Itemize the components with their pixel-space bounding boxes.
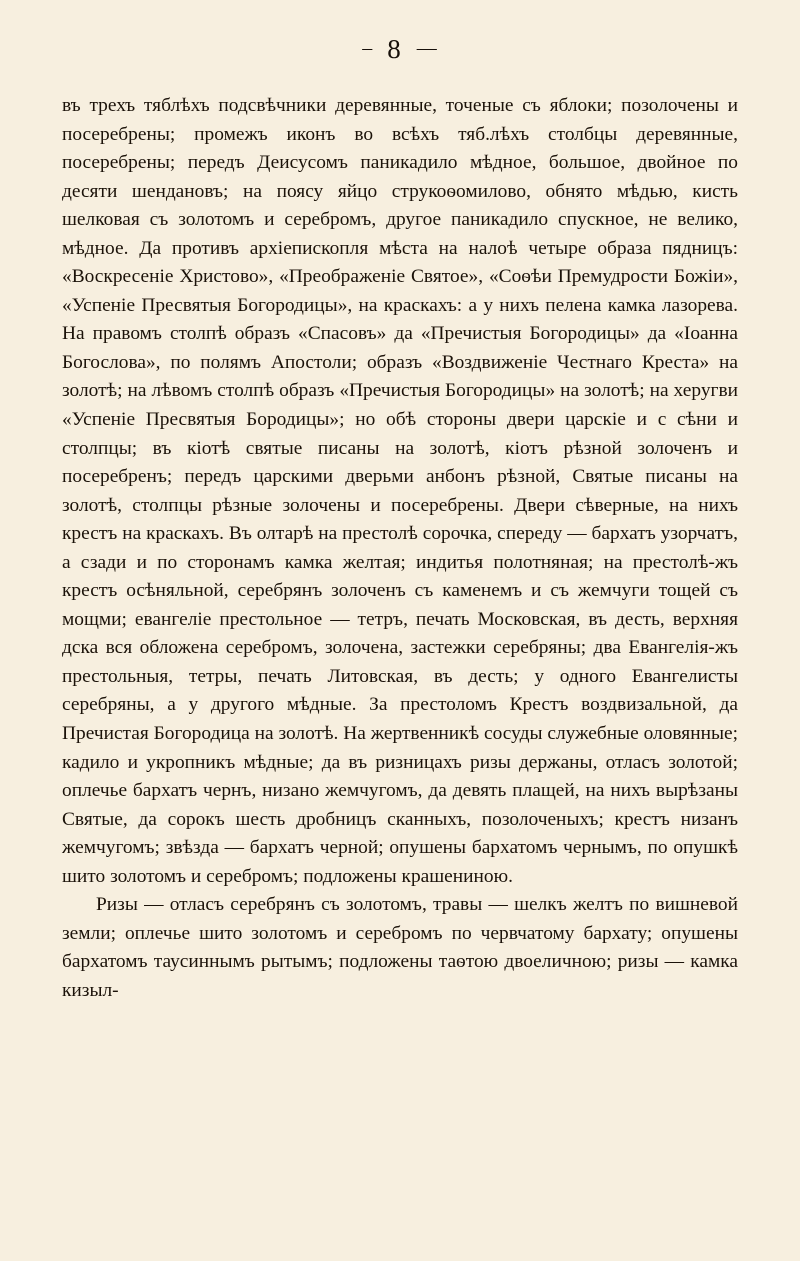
paragraph: Ризы — отласъ серебрянъ съ золотомъ, травы — шелкъ желтъ по вишневой земли; оплечье шито золотомъ и серебромъ по червчатому бархату; опушены бархатомъ таусиннымъ рытымъ; подложены таѳтою двоеличною; ризы — камка кизыл- xyxy=(62,894,738,1001)
page-number: 8 xyxy=(387,34,403,64)
page-header xyxy=(0,34,800,65)
body-text xyxy=(62,92,738,1006)
paragraph: въ трехъ тяблѣхъ подсвѣчники деревянные, точеные съ яблоки; позолочены и посеребрены; промежъ иконъ во всѣхъ тяб.лѣхъ столбцы деревянные, посеребрены; передъ Деисусомъ паникадило мѣдное, большое, двойное по десяти шендановъ; на поясу яйцо струкоѳомилово, обнято мѣдью, кисть шелковая съ золотомъ и серебромъ, другое паникадило спускное, не велико, мѣдное. Да противъ архіепископля мѣста на налоѣ четыре образа пядницъ: «Воскресеніе Христово», «Преображеніе Святое», «Соѳѣи Премудрости Божіи», «Успеніе Пресвятыя Богородицы», на краскахъ: а у нихъ пелена камка лазорева. На правомъ столпѣ образъ «Спасовъ» да «Пречистыя Богородицы» да «Іоанна Богослова», по полямъ Апостоли; образъ «Воздвиженіе Честнаго Креста» на золотѣ; на лѣвомъ столпѣ образъ «Пречистыя Богородицы» на золотѣ; на херугви «Успеніе Пресвятыя Бородицы»; но обѣ стороны двери царскіе и с сѣни и столпцы; въ кіотѣ святые писаны на золотѣ, кіотъ рѣзной золоченъ и посеребренъ; передъ царскими дверьми анбонъ рѣзной, Святые писаны на золотѣ, столпцы рѣзные золочены и посеребрены. Двери сѣверные, на нихъ крестъ на краскахъ. Въ олтарѣ на престолѣ сорочка, спереду — бархатъ узорчатъ, а сзади и по сторонамъ камка желтая; индитья полотняная; на престолѣ-жъ крестъ осѣняльной, серебрянъ золоченъ съ каменемъ и съ жемчуги тощей съ мощми; евангеліе престольное — тетръ, печать Московская, въ десть, верхняя дска вся обложена серебромъ, золочена, застежки серебряны; два Евангелія-жъ престольныя, тетры, печать Литовская, въ десть; у одного Евангелисты серебряны, а у другого мѣдные. За престоломъ Крестъ воздвизальной, да Пречистая Богородица на золотѣ. На жертвенникѣ сосуды служебные оловянные; кадило и укропникъ мѣдные; да въ ризницахъ ризы держаны, отласъ золотой; оплечье бархатъ чернъ, низано жемчугомъ, да девять плащей, на нихъ вырѣзаны Святые, да сорокъ шесть дробницъ сканныхъ, позолоченыхъ; крестъ низанъ жемчугомъ; звѣзда — бархатъ черной; опушены бархатомъ чернымъ, по опушкѣ шито золотомъ и серебромъ; подложены крашениною. xyxy=(62,95,738,887)
header-right-dash: — xyxy=(416,37,438,59)
header-left-dash: – xyxy=(362,37,374,59)
